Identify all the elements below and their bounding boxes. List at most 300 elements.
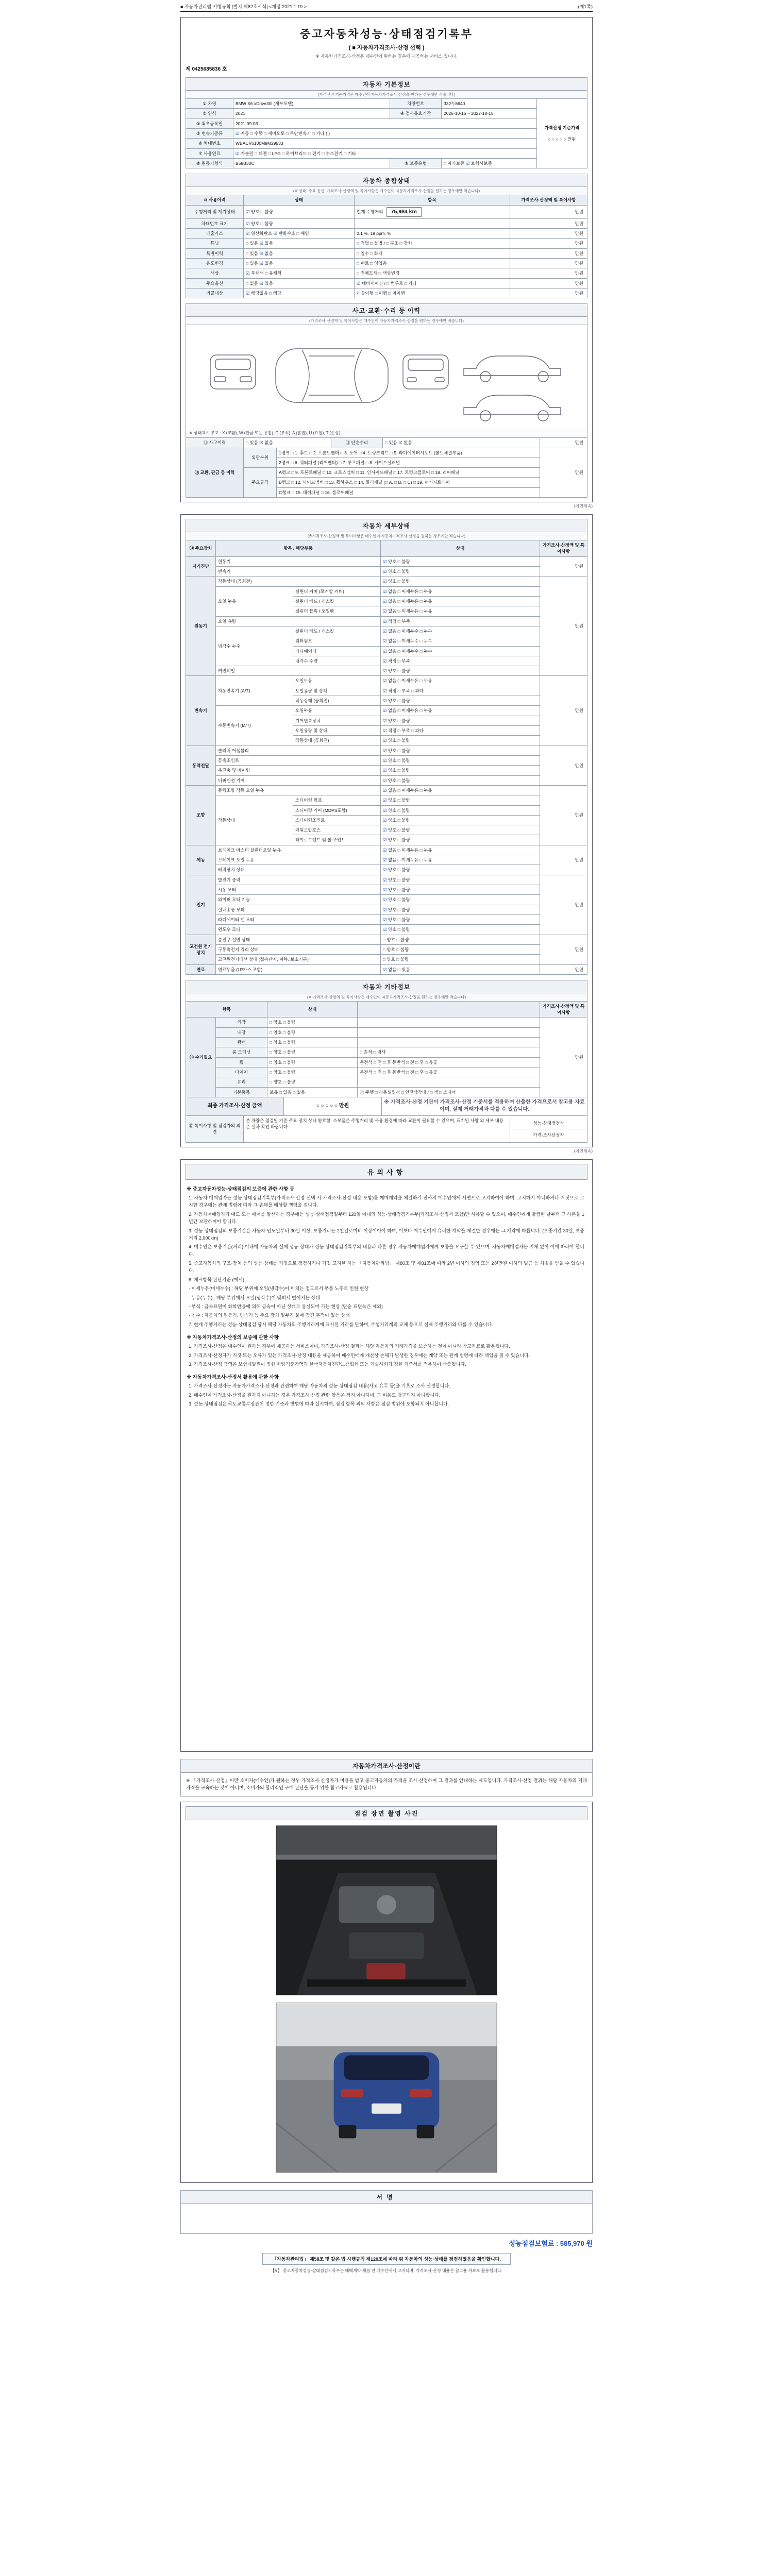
checkbox-empty-icon: □ [397,638,400,644]
extra-checkboxes: ⑯ 주행 □ 사용설명서 □ 안전삼각대 / □ 잭 □ 스패너 [358,1087,540,1097]
checkbox-empty-icon: □ [411,688,414,693]
checkbox-empty-icon: □ [430,1089,433,1095]
checkbox-empty-icon: □ [293,1089,296,1095]
engine-label: ⑧ 원동기형식 [186,158,233,168]
table-row [186,885,587,895]
state-checkboxes: □ 양호 □ 불량 [267,1047,358,1057]
col-state: 상태 [381,540,540,557]
state-checkboxes: ☑ 양호 □ 불량 [381,825,540,835]
use-history-item: 튜닝 [186,239,244,248]
diagram-legend: ※ 상태표시 부호 : X (교환), W (판금 또는 용접), C (부식), A (흠집), U (요철), T (손상) [186,429,587,438]
checkbox-empty-icon: □ [397,698,400,704]
mileage-value: 75,984 km [386,207,422,217]
checkbox-checked-icon: ☑ [383,837,387,843]
item-detail: 0.1 %, 19 ppm, % [355,229,510,239]
transmission-label: ⑤ 변속기종류 [186,128,233,138]
col-extra [358,1001,540,1018]
price-cell: 만원 [510,288,587,298]
state-checkboxes: ☑ 양호 □ 불량 [381,775,540,785]
checkbox-checked-icon: ☑ [383,678,387,684]
state-checkboxes: ☑ 양호 □ 불량 [381,895,540,905]
checkbox-empty-icon: □ [419,678,423,684]
checkbox-empty-icon: □ [419,588,423,594]
state-checkboxes: ☑ 양호 □ 불량 [244,205,355,218]
item-name: 작동상태 [216,795,293,845]
vin-value: WBACV6100M9M29533 [233,139,537,148]
basic-info-table [186,98,587,168]
checkbox-empty-icon: □ [397,847,400,853]
checkbox-empty-icon: □ [425,1070,428,1075]
item-name: 외장 [216,1018,267,1027]
notice-item: 1. 가격조사·산정자는 자동차가격조사·산정과 관련하여 해당 자동차의 성능·상태점검 내용(사고 유무 등)을 기초로 조사·산정합니다. [189,1383,450,1389]
checkbox-empty-icon: □ [415,1070,418,1075]
notice-item: 1. 자동차 매매업자는 성능·상태점검기록부(가격조사·산정 선택 시 가격조사·산정 내용 포함)를 매매계약을 체결하기 전까지 매수인에게 서면으로 고지하여야 하며, 고지하지 아니하거나 거짓으로 고지한 경우에는 관계 법령에 따라 그 손해를 배상할 책임을 집니다. [189,1195,584,1208]
checkbox-empty-icon: □ [359,450,362,455]
reg-no-label: 차량번호 [390,99,442,109]
checkbox-empty-icon: □ [388,290,391,296]
state-checkboxes: □ 양호 □ 불량 [381,944,540,954]
item-detail [355,218,510,228]
item-name: 자동변속기 (A/T) [216,676,293,706]
checkbox-checked-icon: ☑ [383,967,387,972]
table-row [186,1038,587,1047]
price-info-body: ※ 「가격조사·산정」이란 소비자(매수인)가 원하는 경우 가격조사·산정자가 비용을 받고 중고자동차의 가격을 조사·산정하여 그 결과를 안내하는 제도입니다. 가격조사·산정 결과는 해당 자동차의 거래가격을 구속하는 것이 아니며, 소비자의 합리적인 구매 판단을 돕기 위한 참고자료로 활용됩니다. [180,1773,593,1797]
state-checkboxes: ☑ 양호 □ 불량 [381,875,540,885]
section-summary [186,174,587,298]
notice-item: 3. 가격조사·산정 금액은 보험개발원이 정한 차량기준가액과 한국자동차진단보증협회 또는 기술사회가 정한 기준서를 적용하여 산출됩니다. [189,1362,466,1367]
state-checkboxes: ☑ 해당없음 □ 해당 [244,288,355,298]
col-item: 항목 [355,195,510,205]
checkbox-empty-icon: □ [397,867,400,873]
insurance-label: 성능점검보험료 : [509,2239,559,2247]
device-name: 동력전달 [186,745,216,785]
table-row [186,875,587,885]
use-history-item: 배출가스 [186,229,244,239]
section-accident [186,303,587,498]
use-history-item: 색상 [186,268,244,278]
checkbox-empty-icon: □ [397,738,400,743]
table-row [186,795,587,805]
checkbox-checked-icon: ☑ [383,708,387,714]
table-row [186,288,587,298]
checkbox-checked-icon: ☑ [398,440,402,446]
item-name: 클러치 어셈블리 [216,745,381,755]
state-checkboxes: ☑ 무채색 □ 유채색 [244,268,355,278]
checkbox-empty-icon: □ [309,450,312,455]
summary-table [186,195,587,298]
checkbox-empty-icon: □ [397,558,400,564]
checkbox-empty-icon: □ [279,1089,282,1095]
card-detail [180,514,593,1147]
price-cell: 만원 [540,875,587,935]
notices-title: 유의사항 [186,1164,587,1180]
checkbox-empty-icon: □ [415,1059,418,1065]
item-name: 냉각수 누수 [216,626,293,666]
price-survey-select-line: ( ■ 자동차가격조사·산정 선택 ) [348,45,425,51]
table-row [186,205,587,218]
item-name: 내장 [216,1027,267,1037]
checkbox-checked-icon: ☑ [465,160,470,166]
checkbox-empty-icon: □ [373,1049,376,1055]
price-cell: 만원 [510,248,587,258]
table-header-row [186,540,587,557]
checkbox-empty-icon: □ [397,917,400,922]
col-use-history: ⑩ 사용이력 [186,195,244,205]
checkbox-checked-icon: ☑ [383,877,387,883]
use-history-item: 차대번호 표기 [186,218,244,228]
device-name: 원동기 [186,577,216,676]
checkbox-empty-icon: □ [246,241,249,246]
item-name: 룸 크리닝 [216,1047,267,1057]
signer-price: 가격·조사산정자 [533,1132,564,1138]
checkbox-empty-icon: □ [404,280,407,286]
checkbox-empty-icon: □ [444,160,447,166]
checkbox-checked-icon: ☑ [383,757,387,763]
state-checkboxes: □ 양호 □ 불량 [267,1038,358,1047]
checkbox-empty-icon: □ [357,270,360,276]
warranty-label: ⑨ 보증유형 [390,158,442,168]
checkbox-checked-icon: ☑ [383,638,387,644]
rankB-items: B랭크 □ 12. 사이드멤버 □ 13. 휠하우스 □ 14. 필러패널 (□ A, □ B, □ C) □ 19. 패키지트레이 [277,478,540,487]
item-detail: □ 침수 □ 화재 [355,248,510,258]
table-row [186,1027,587,1037]
checkbox-empty-icon: □ [399,241,402,246]
checkbox-empty-icon: □ [282,150,285,156]
opinion-table [186,1115,587,1143]
item-name: 구동축전지 격리 상태 [216,944,381,954]
checkbox-checked-icon: ☑ [383,668,387,674]
item-detail: ☑ 네비게이션 / □ 썬루프 □ 기타 [355,278,510,288]
first-reg-label: ③ 최초등록일 [186,118,233,128]
item-name: 디퍼렌셜 기어 [216,775,381,785]
car-rear-shape [334,2052,440,2138]
checkbox-empty-icon: □ [419,708,423,714]
car-diagram-rear [403,355,448,389]
car-name-value: BMW X6 xDrive30i (세부모델) [233,99,390,109]
car-diagram-side-left [464,356,561,382]
notice-item: 2. 자동차매매업자가 매도 또는 매매를 알선하는 경우에는 성능·상태점검일부터 120일 이내의 성능·상태점검기록부(가격조사·산정서 포함)만 사용할 수 있으며, 매수인에게 발급한 날부터 그 사본을 1년간 보관하여야 합니다. [189,1211,584,1225]
checkbox-checked-icon: ☑ [383,798,387,803]
item-name: 작동상태 (공회전) [216,577,381,586]
document-title: 중고자동차성능·상태점검기록부 [300,28,473,40]
warranty-checkboxes: □ 자가보증 ☑ 보험사보증 [442,158,537,168]
checkbox-checked-icon: ☑ [383,569,387,574]
item-name: 오일 누유 [216,586,293,616]
use-history-item: 주행거리 및 계기상태 [186,205,244,218]
notice-item: 5. 중고자동차의 구조·장치 등의 성능·상태를 거짓으로 점검하거나 거짓 고지한 자는 「자동차관리법」 제80조 및 제81조에 따라 2년 이하의 징역 또는 2천만원 이하의 벌금 등 처벌을 받을 수 있습니다. [189,1261,584,1274]
checkbox-empty-icon: □ [283,1040,286,1045]
checkbox-checked-icon: ☑ [246,209,250,214]
state-checkboxes: ☑ 양호 □ 불량 [381,716,540,725]
checkbox-empty-icon: □ [374,1059,377,1065]
checkbox-checked-icon: ☑ [246,270,250,276]
table-row [186,755,587,765]
state-checkboxes: □ 양호 □ 불량 [267,1018,358,1027]
notice-item: 2. 가격조사·산정자가 거짓 또는 오류가 있는 가격조사·산정 내용을 제공하여 매수인에게 재산상 손해가 발생한 경우에는 계약 또는 관계 법령에 따라 책임을 질 수 있습니다. [189,1352,530,1358]
checkbox-empty-icon: □ [386,280,390,286]
col-device: ⑭ 주요장치 [186,540,216,557]
price-cell: 만원 [540,448,587,498]
outer-panel-label: 외판부위 [244,448,277,468]
state-checkboxes: ☑ 양호 □ 불량 [381,577,540,586]
item-name: 원동기 [216,556,381,566]
table-row [186,914,587,924]
checkbox-empty-icon: □ [246,280,249,286]
device-name: 고전원 전기장치 [186,935,216,964]
item-name: 라디에이터 팬 모터 [216,914,381,924]
checkbox-empty-icon: □ [357,250,360,256]
table-row [186,616,587,626]
checkbox-empty-icon: □ [413,480,416,485]
checkbox-empty-icon: □ [270,1079,273,1085]
table-row [186,468,587,478]
state-checkboxes: ☑ 양호 □ 불량 [381,865,540,875]
device-name: 자기진단 [186,556,216,577]
checkbox-checked-icon: ☑ [383,579,387,584]
table-header-row [186,195,587,205]
state-checkboxes: ☑ 양호 □ 불량 [381,925,540,935]
checkbox-empty-icon: □ [397,598,400,604]
detail-note: (※가격조사·산정액 및 특이사항은 매수인이 자동차가격조사·산정을 원하는 경우에만 적습니다) [186,532,587,540]
notice-item: - 침수 : 자동차의 원동기, 변속기 등 주요 장치 일부가 물에 잠긴 흔적이 있는 상태 [189,1313,350,1318]
subitem-name: 실린더 블록 / 오일팬 [293,606,381,616]
checkbox-empty-icon: □ [283,1029,286,1035]
price-cell: 만원 [510,239,587,248]
repair-need-label: ⑮ 수리필요 [186,1018,216,1097]
price-cell: 만원 [540,1018,587,1097]
state-checkboxes: ☑ 일산화탄소 ☑ 탄화수소 □ 매연 [244,229,355,239]
checkbox-checked-icon: ☑ [383,588,387,594]
checkbox-checked-icon: ☑ [383,728,387,734]
engine-value: B58B30C [233,158,390,168]
checkbox-empty-icon: □ [397,579,400,584]
checkbox-checked-icon: ☑ [246,221,250,226]
checkbox-empty-icon: □ [397,588,400,594]
checkbox-empty-icon: □ [396,946,399,952]
item-name: 고전원전기배선 상태 (접속단자, 피복, 보호기구) [216,955,381,964]
use-history-item: 특별이력 [186,248,244,258]
notice-item: - 미세누유(미세누수) : 해당 부위에 오일(냉각수)이 비치는 정도로서 부품 노후로 인한 현상 [189,1286,369,1292]
table-row [186,865,587,875]
device-name: 전기 [186,875,216,935]
state-checkboxes: ☑ 없음 □ 미세누유 □ 누유 [381,706,540,716]
other-table [186,1001,587,1097]
checkbox-empty-icon: □ [397,887,400,893]
checkbox-empty-icon: □ [370,260,373,266]
state-checkboxes: □ 있음 ☑ 없음 [244,239,355,248]
price-cell: 만원 [510,218,587,228]
notice-item: - 부식 : 금속표면이 화학반응에 의해 금속이 아닌 상태로 상실되어 가는 현상 (단순 표면녹은 제외) [189,1304,383,1310]
notice-item: 4. 매수인은 보증기간(거리) 이내에 자동차의 실제 성능·상태가 성능·상태점검기록부의 내용과 다른 경우 자동차매매업자에게 보증을 요구할 수 있으며, 자동차매매업자는 지체 없이 이에 따라야 합니다. [189,1244,584,1257]
inspect-label: ④ 검사유효기간 [390,109,442,118]
checkbox-checked-icon: ☑ [383,807,387,813]
table-row [186,109,587,118]
checkbox-empty-icon: □ [397,678,400,684]
inspect-value: 2025-10-16 ~ 2027-10-15 [442,109,537,118]
checkbox-checked-icon: ☑ [383,618,387,624]
car-diagrams [186,325,587,429]
table-row [186,845,587,855]
checkbox-checked-icon: ☑ [259,280,263,286]
checkbox-empty-icon: □ [397,757,400,763]
table-row [186,895,587,905]
checkbox-checked-icon: ☑ [383,927,387,933]
checkbox-empty-icon: □ [283,1070,286,1075]
item-name: 휠 [216,1057,267,1067]
subitem-name: 타이로드엔드 및 볼 조인트 [293,835,381,845]
item-name: 광택 [216,1038,267,1047]
checkbox-empty-icon: □ [397,728,400,734]
checkbox-empty-icon: □ [291,470,294,476]
checkbox-empty-icon: □ [397,927,400,933]
checkbox-empty-icon: □ [269,290,272,296]
checkbox-empty-icon: □ [375,290,378,296]
notice-item: 6. 체크항목 판단기준 (예시) [189,1277,244,1282]
item-detail: □ 적법 □ 불법 / □ 구조 □ 장치 [355,239,510,248]
state-checkboxes: □ 양호 □ 불량 [381,935,540,944]
state-checkboxes: ☑ 양호 □ 불량 [381,914,540,924]
price-cell: 만원 [540,438,587,448]
checkbox-empty-icon: □ [357,241,360,246]
item-name: 수동변속기 (M/T) [216,706,293,745]
subitem-name: 실린더 헤드 / 개스킷 [293,596,381,606]
price-cell: 만원 [540,556,587,577]
checkbox-empty-icon: □ [397,708,400,714]
photo-rear-graphic [276,2003,497,2172]
subitem-name: 실린더 헤드 / 개스킷 [293,626,381,636]
state-checkboxes: ☑ 양호 □ 불량 [381,905,540,914]
item-detail [355,205,510,218]
item-name: 동력조향 작동 오일 누유 [216,785,381,795]
summary-note: (※ 상태, 주요 옵션, 가격조사·산정액 및 특이사항은 매수인이 자동차가격조사·산정을 원하는 경우에만 적습니다) [186,187,587,195]
table-row [186,935,587,944]
item-name: 와이퍼 모터 기능 [216,895,381,905]
table-row [186,1077,587,1087]
accident-history-state: □ 있음 ☑ 없음 [244,438,331,448]
card-photos [180,1802,593,2183]
checkbox-empty-icon: □ [357,260,360,266]
state-checkboxes: ☑ 없음 □ 미세누유 □ 누유 [381,676,540,686]
checkbox-empty-icon: □ [325,480,328,485]
price-cell: 만원 [540,785,587,845]
checkbox-checked-icon: ☑ [383,658,387,664]
table-row [186,128,587,138]
checkbox-empty-icon: □ [344,150,347,156]
item-detail: 리콜이행 □ 이행 □ 미이행 [355,288,510,298]
subitem-name: 워터펌프 [293,636,381,646]
simple-repair-state: □ 있음 ☑ 없음 [383,438,540,448]
device-name: 변속기 [186,676,216,745]
price-info-title: 자동차가격조사·산정이란 [180,1759,593,1773]
state-checkboxes: ☑ 없음 □ 미세누수 □ 누수 [381,626,540,636]
checkbox-checked-icon: ☑ [259,440,263,446]
state-checkboxes: ☑ 없음 □ 미세누수 □ 누수 [381,646,540,656]
checkbox-empty-icon: □ [397,658,400,664]
item-name: 윈도우 모터 [216,925,381,935]
detail-title: 자동차 세부상태 [186,519,587,532]
checkbox-checked-icon: ☑ [383,847,387,853]
exchange-table [186,448,587,498]
footer-confirmation: 「자동차관리법」 제58조 및 같은 법 시행규칙 제120조에 따라 위 자동차의 성능·상태를 점검하였음을 확인합니다. [262,2253,511,2265]
checkbox-empty-icon: □ [283,1059,286,1065]
table-row [186,706,587,716]
checkbox-checked-icon: ☑ [383,897,387,903]
checkbox-empty-icon: □ [397,748,400,753]
opinion-label: ⑰ 특이사항 및 점검자의 의견 [186,1115,244,1142]
transmission-checkboxes: ☑ 자동 □ 수동 □ 세미오토 □ 무단변속기 □ 기타 ( ) [233,128,537,138]
state-checkboxes: ☑ 양호 □ 불량 [381,666,540,676]
checkbox-empty-icon: □ [397,837,400,843]
checkbox-checked-icon: ☑ [259,260,263,266]
vin-label: ⑥ 차대번호 [186,139,233,148]
card-main-info [180,17,593,502]
checkbox-empty-icon: □ [291,489,295,495]
device-name: 연료 [186,964,216,974]
checkbox-empty-icon: □ [268,150,271,156]
summary-title: 자동차 종합상태 [186,174,587,187]
state-checkboxes: ☑ 양호 □ 불량 [244,218,355,228]
other-note: (※ 가격조사·산정액 및 특이사항은 매수인이 자동차가격조사·산정을 원하는 경우에만 적습니다) [186,993,587,1001]
accident-history-table [186,437,587,448]
table-row [186,745,587,755]
checkbox-empty-icon: □ [397,827,400,833]
price-cell: 만원 [510,205,587,218]
table-row [186,586,587,596]
photo-engine-graphic [276,1826,497,1995]
checkbox-empty-icon: □ [291,450,294,455]
notice-item: 3. 성능·상태점검의 보증기간은 자동차 인도일부터 30일 이상, 보증거리는 2천킬로미터 이상이어야 하며, 이보다 매수인에게 유리한 계약을 체결한 경우에는 그 계약에 따릅니다. (보증기간 30일, 보증거리 2,000km) [189,1228,584,1241]
base-price-cell [537,99,587,168]
checkbox-empty-icon: □ [370,241,373,246]
table-row [186,567,587,577]
col-price: 가격조사·산정액 및 특이사항 [540,1001,587,1018]
col-item: 항목 / 해당부품 [216,540,381,557]
other-title: 자동차 기타정보 [186,980,587,993]
state-checkboxes: ☑ 양호 □ 불량 [381,766,540,775]
notice-item: 3. 성능·상태점검은 국토교통부장관이 정한 기준과 방법에 따라 실시하며, 점검 항목 외의 사항은 점검 범위에 포함되지 아니합니다. [189,1401,449,1407]
checkbox-empty-icon: □ [397,807,400,813]
mileage-caption: 현재 주행거리 [357,209,383,214]
subitem-name: 실린더 커버 (로커암 커버) [293,586,381,596]
state-checkboxes: ☑ 양호 □ 불량 [381,835,540,845]
table-row [186,1087,587,1097]
checkbox-checked-icon: ☑ [259,241,263,246]
state-checkboxes: □ 양호 □ 불량 [267,1067,358,1077]
checkbox-empty-icon: □ [397,668,400,674]
checkbox-checked-icon: ☑ [383,738,387,743]
checkbox-empty-icon: □ [291,460,294,465]
checkbox-checked-icon: ☑ [383,718,387,723]
device-name: 제동 [186,845,216,875]
checkbox-checked-icon: ☑ [383,887,387,893]
extra-checkboxes: 운전석 □ 전 □ 후 동반석 □ 전 □ 후 □ 응급 [358,1067,540,1077]
fuel-checkboxes: ☑ 가솔린 □ 디젤 □ LPG □ 하이브리드 □ 전기 □ 수소전기 □ 기타 [233,148,537,158]
col-price: 가격조사·산정액 및 특이사항 [540,540,587,557]
state-checkboxes: ☑ 양호 □ 불량 [381,885,540,895]
state-checkboxes: 보유 □ 있음 □ 없음 [267,1087,358,1097]
table-row [186,964,587,974]
document-header [186,22,587,61]
final-price-value: ○ ○ ○ ○ ○ 만원 [284,1097,382,1115]
price-cell: 만원 [540,676,587,745]
checkbox-empty-icon: □ [401,1089,404,1095]
signer-cell [510,1115,587,1142]
checkbox-empty-icon: □ [397,608,400,614]
table-row [186,248,587,258]
checkbox-empty-icon: □ [406,1059,409,1065]
year-label: ② 연식 [186,109,233,118]
checkbox-empty-icon: □ [425,1059,428,1065]
